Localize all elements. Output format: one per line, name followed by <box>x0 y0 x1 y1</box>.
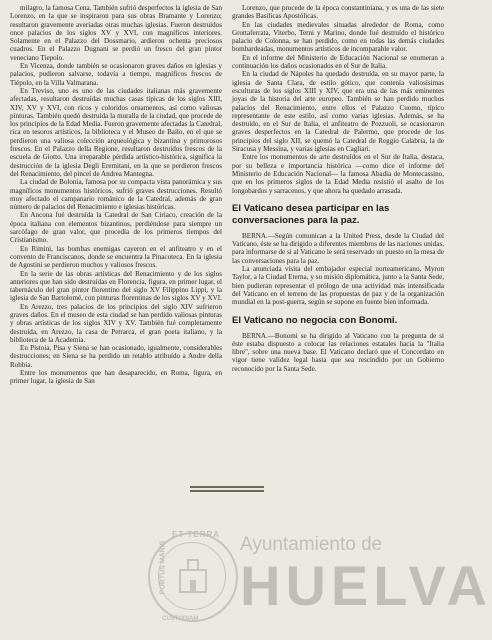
paragraph: La ciudad de Bolonia, famosa por su compacta vista panorámica y sus magníficos monumentos históricos, sufrió graves destrucciones. Resultó muy afectado el campanario románico de la Catedral, además de gran número de palacios del Renacimiento e iglesias históricas. <box>10 178 222 212</box>
seal-side-text: PORTUS MARIS <box>159 540 167 595</box>
archive-watermark <box>148 530 492 634</box>
right-column <box>232 4 444 373</box>
paragraph: En Treviso, uno es uno de las ciudades italianas más gravemente afectadas, resultaron destruídas muchas casas típicas de los siglos XIII, XIV, XV y XVI, con ricos y coloridos ornamentos, así como valiosas pinturas. También quedó destruída la muralla de la ciudad, que procede de los principios de la Edad Media. Fueron gravemente afectadas la Catedral, rica en tesoros artísticos, la biblioteca y el Museo de Bailo, en el que se perdieron una valiosa colección arqueológica y bizantina y primorosos frescos. En el Palazzo della Regione, resultaron destruídos frescos de la escuela de Giotto. Una irreparable pérdida artístico-histórica, significa la destrucción de la iglesia Degli Eremitani, en la que se perdieron frescos del Renacimiento, del pincel de Andrea Mantegna. <box>10 86 222 178</box>
paragraph: BERNA.—Según comunican a la United Press, desde la Ciudad del Vaticano, éste se ha dirigido a diferentes miembros de las naciones unidas, para informarse de si al Vaticano le será reservado un puesto en la mesa de las conversaciones para la paz. <box>232 231 444 265</box>
left-column <box>10 4 222 386</box>
paragraph: En Vicenza, donde también se ocasionaron graves daños en iglesias y palacios, pudieron salvarse, todavía a tiempo, magníficos frescos de Tiépolo, en la Villa Valmarana. <box>10 62 222 87</box>
paragraph: En Arezzo, tres palacios de los principios del siglo XIV sufrieron graves daños. En el museo de esta ciudad se han perdido valiosas pinturas y obras artísticas de los siglos XIV y XV. También fué completamente destruída, en Arezzo, la casa de Petrarca, el gran poeta italiano, y la biblioteca de la Academia. <box>10 302 222 344</box>
paragraph: En Rimini, las bombas enemigas cayeron en el anfiteatro y en el convento de Franciscanos, donde se encuentra la Pinacoteca. En la iglesia de Agostini se perdieron muchos y valiosos frescos. <box>10 244 222 270</box>
paragraph: La anunciada visita del embajador especial norteamericano, Myron Taylor, a la Ciudad Eterna, y su misión diplomática, junto a la Santa Sede, bien pudieran representar el prólogo de una actividad más intensificada del Vaticano en el terreno de las propuestas de paz y de la organización mundial en la post-guerra, según se supone en fuente bien informada. <box>232 265 444 307</box>
paragraph: En la serie de las obras artísticas del Renacimiento y de los siglos anteriores que han sido destruídas en Florencia, figura, en primer lugar, el tabernáculo del gran pintor florentino del siglo XV Filippino Lippi, y la iglesia de San Bartolomé, con pinturas florentinas de los siglos XV y XVI. <box>10 269 222 303</box>
end-rule <box>190 490 264 492</box>
watermark-name: Ayuntamiento de <box>240 534 383 555</box>
article-headline-vaticano-paz: El Vaticano desea participar en las conversaciones para la paz. <box>232 202 390 226</box>
paragraph: En Pistoia, Pisa y Siena se han ocasionado, igualmente, considerables destrucciones; en Siena se ha perdido un retablo atribuído a Andre della Robbia. <box>10 344 222 369</box>
paragraph: En Ancona fué destruída la Catedral de San Ciriaco, creación de la época italiana con elementos bizantinos, perdiéndose para siempre un sarcófago de gran valor, que procedía de los primeros tiempos del Cristianismo. <box>10 211 222 245</box>
castle-icon <box>174 556 212 596</box>
paragraph: En la ciudad de Nápoles ha quedado destruída, en su mayor parte, la iglesia de Santa Clara, de estilo gótico, que contenía valiosísimas esculturas de los siglos XIII y XIV, que era una de las más eminentes joyas de la historia del arte europeo. También se han perdido muchos palacios del Renacimiento, entre ellos el Palazzo Cuomo, típico representante de este estilo, así como varias iglesias. Además, se ha destruído, en el Sur de Italia, el anfiteatro de Pozzuoli, se ocasionaron graves desperfectos en la Catedral de Palermo, que procede de los principios del siglo XII, se quemó la Catedral de Reggio Calabria, la de Siracusa y Messina, y varias iglesias en Cagliari. <box>232 70 444 154</box>
paragraph: milagro, la famosa Cena. También sufrió desperfectos la iglesia de San Lorenzo, en la que se inspiraron para sus obras Bramante y Lorenzo; resultaron gravemente averiadas otras muchas iglesias. Fueron destruídos once palacios de los siglos XV y XVI, con magníficos interiores. Solamente en el Palazzo del Dossmario, ardieron ochenta preciosos cuadros. En el Palazzo Dugnani se perdió un fresco del gran pintor veneciano Tiepolo. <box>10 4 222 62</box>
seal-top-text: ET TERRA <box>172 530 220 539</box>
paragraph: Lorenzo, que procede de la época constantiniana, y es una de las siete grandes Basílicas Apostólicas. <box>232 4 444 21</box>
seal-caption-text: CUSTODIAM <box>162 616 199 622</box>
city-seal-icon <box>148 532 238 622</box>
end-rule <box>190 486 264 488</box>
watermark-city: HUELVA <box>240 554 492 617</box>
article-headline-vaticano-bonomi: El Vaticano no negocia con Bonomi. <box>232 314 398 326</box>
paragraph: En las ciudades medievales situadas alrededor de Roma, como Grottaferrata, Viterbo, Terni y Marino, donde fué destruído el histórico palacio de Colonna, se han perdido, como en todas las demás ciudades bombardeadas, monumentos artísticos de incomparable valor. <box>232 20 444 54</box>
paragraph: Entre los monumentos de arte destruídos en el Sur de Italia, destaca, por su belleza e importancia histórica —como dice el informe del Ministerio de Educación Nacional— la famosa Abadía de Montecassino, que en los primeros siglos de la Edad Media resistió el asalto de los longobardos y sarracenos, y que ahora ha quedado arrasada. <box>232 153 444 195</box>
paragraph: En el informe del Ministerio de Educación Nacional se enumeran a continuación los daños ocasionados en el Sur de Italia. <box>232 53 444 71</box>
paragraph: BERNA.—Bonomi se ha dirigido al Vaticano con la pregunta de si éste estaba dispuesto a colocar las relaciones estatales hacia la "Italia libre", sobre una nueva base. El Vaticano declaró que el Concordato en vigor tiene validez legal hasta que sea rescindido por un Gobierno reconocido por la Santa Sede. <box>232 331 444 373</box>
paragraph: Entre los monumentos que han desaparecido, en Roma, figura, en primer lugar, la iglesia de San <box>10 369 222 386</box>
